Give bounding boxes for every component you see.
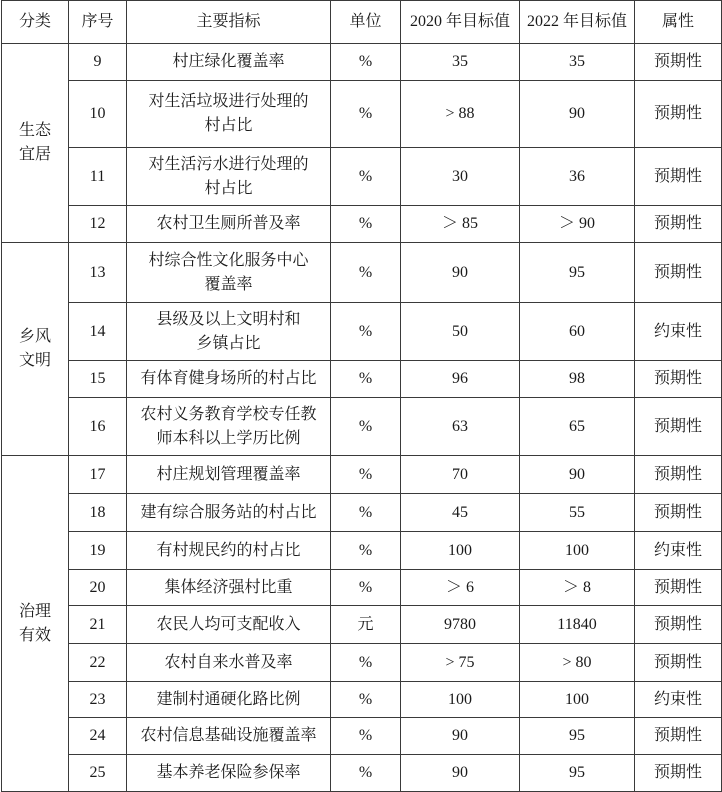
row-indicator: 农村义务教育学校专任教 师本科以上学历比例 (127, 398, 331, 456)
row-target-2020: 30 (401, 148, 520, 206)
row-target-2022: 90 (520, 456, 635, 494)
header-unit: 单位 (331, 1, 401, 44)
table-row (2, 456, 722, 494)
row-index: 14 (69, 303, 127, 361)
row-unit: % (331, 243, 401, 303)
row-unit: % (331, 206, 401, 243)
row-attribute: 约束性 (635, 532, 722, 570)
row-attribute: 预期性 (635, 494, 722, 532)
row-target-2022: ＞ 8 (520, 570, 635, 606)
category-governance: 治理 有效 (2, 456, 69, 792)
table-row (2, 682, 722, 718)
row-attribute: 预期性 (635, 361, 722, 398)
row-target-2022: 100 (520, 532, 635, 570)
row-target-2020: 90 (401, 718, 520, 755)
row-index: 20 (69, 570, 127, 606)
header-target-2022: 2022 年目标值 (520, 1, 635, 44)
row-indicator: 农村信息基础设施覆盖率 (127, 718, 331, 755)
row-indicator: 农村自来水普及率 (127, 644, 331, 682)
row-target-2020: 70 (401, 456, 520, 494)
row-attribute: 预期性 (635, 644, 722, 682)
row-unit: % (331, 494, 401, 532)
row-target-2020: > 88 (401, 81, 520, 148)
row-index: 19 (69, 532, 127, 570)
row-target-2020: 45 (401, 494, 520, 532)
row-index: 25 (69, 755, 127, 792)
header-attribute: 属性 (635, 1, 722, 44)
category-culture: 乡风 文明 (2, 243, 69, 456)
row-unit: % (331, 81, 401, 148)
row-target-2020: 90 (401, 243, 520, 303)
table-row (2, 755, 722, 792)
row-index: 13 (69, 243, 127, 303)
row-attribute: 预期性 (635, 398, 722, 456)
row-attribute: 预期性 (635, 456, 722, 494)
row-indicator: 建制村通硬化路比例 (127, 682, 331, 718)
row-indicator: 建有综合服务站的村占比 (127, 494, 331, 532)
header-row (2, 1, 722, 44)
table-row (2, 206, 722, 243)
row-index: 9 (69, 44, 127, 81)
row-target-2022: 65 (520, 398, 635, 456)
row-target-2022: 36 (520, 148, 635, 206)
table-row (2, 81, 722, 148)
row-index: 12 (69, 206, 127, 243)
row-target-2022: > 80 (520, 644, 635, 682)
row-unit: % (331, 718, 401, 755)
row-index: 18 (69, 494, 127, 532)
row-unit: % (331, 398, 401, 456)
row-target-2020: 100 (401, 532, 520, 570)
row-target-2022: 100 (520, 682, 635, 718)
table-row (2, 44, 722, 81)
row-indicator: 基本养老保险参保率 (127, 755, 331, 792)
table-row (2, 644, 722, 682)
row-index: 10 (69, 81, 127, 148)
row-index: 11 (69, 148, 127, 206)
row-unit: % (331, 148, 401, 206)
row-indicator: 县级及以上文明村和 乡镇占比 (127, 303, 331, 361)
row-target-2020: 35 (401, 44, 520, 81)
row-target-2022: 95 (520, 243, 635, 303)
row-indicator: 对生活垃圾进行处理的 村占比 (127, 81, 331, 148)
row-attribute: 预期性 (635, 606, 722, 644)
row-index: 21 (69, 606, 127, 644)
row-target-2022: 55 (520, 494, 635, 532)
header-indicator: 主要指标 (127, 1, 331, 44)
row-attribute: 预期性 (635, 81, 722, 148)
row-index: 24 (69, 718, 127, 755)
row-attribute: 约束性 (635, 682, 722, 718)
row-index: 15 (69, 361, 127, 398)
table-row (2, 361, 722, 398)
row-target-2020: > 75 (401, 644, 520, 682)
row-indicator: 村庄绿化覆盖率 (127, 44, 331, 81)
row-target-2020: 63 (401, 398, 520, 456)
row-indicator: 集体经济强村比重 (127, 570, 331, 606)
row-target-2022: 95 (520, 718, 635, 755)
row-target-2022: 11840 (520, 606, 635, 644)
table-row (2, 398, 722, 456)
table-row (2, 148, 722, 206)
row-unit: % (331, 644, 401, 682)
row-indicator: 有村规民约的村占比 (127, 532, 331, 570)
row-indicator: 农民人均可支配收入 (127, 606, 331, 644)
row-unit: % (331, 570, 401, 606)
row-target-2020: 50 (401, 303, 520, 361)
row-attribute: 预期性 (635, 148, 722, 206)
table-row (2, 494, 722, 532)
row-target-2020: 100 (401, 682, 520, 718)
table-row (2, 570, 722, 606)
table-row (2, 243, 722, 303)
category-eco: 生态 宜居 (2, 44, 69, 243)
row-unit: % (331, 361, 401, 398)
row-target-2022: 98 (520, 361, 635, 398)
row-unit: % (331, 682, 401, 718)
row-index: 22 (69, 644, 127, 682)
header-index: 序号 (69, 1, 127, 44)
row-unit: % (331, 755, 401, 792)
table-row (2, 532, 722, 570)
row-attribute: 预期性 (635, 206, 722, 243)
header-target-2020: 2020 年目标值 (401, 1, 520, 44)
row-target-2022: 35 (520, 44, 635, 81)
row-index: 23 (69, 682, 127, 718)
row-unit: % (331, 44, 401, 81)
row-indicator: 农村卫生厕所普及率 (127, 206, 331, 243)
row-index: 17 (69, 456, 127, 494)
row-attribute: 预期性 (635, 570, 722, 606)
row-indicator: 村庄规划管理覆盖率 (127, 456, 331, 494)
row-target-2020: ＞ 6 (401, 570, 520, 606)
indicator-table (1, 0, 722, 792)
row-target-2022: 90 (520, 81, 635, 148)
header-category: 分类 (2, 1, 69, 44)
table-row (2, 303, 722, 361)
row-index: 16 (69, 398, 127, 456)
row-unit: % (331, 532, 401, 570)
row-target-2020: 9780 (401, 606, 520, 644)
row-target-2022: ＞ 90 (520, 206, 635, 243)
row-target-2020: ＞ 85 (401, 206, 520, 243)
row-unit: % (331, 303, 401, 361)
row-indicator: 有体育健身场所的村占比 (127, 361, 331, 398)
row-attribute: 预期性 (635, 44, 722, 81)
row-target-2022: 60 (520, 303, 635, 361)
row-attribute: 约束性 (635, 303, 722, 361)
table-row (2, 718, 722, 755)
row-unit: % (331, 456, 401, 494)
table-row (2, 606, 722, 644)
row-target-2020: 90 (401, 755, 520, 792)
row-unit: 元 (331, 606, 401, 644)
row-attribute: 预期性 (635, 243, 722, 303)
row-indicator: 村综合性文化服务中心 覆盖率 (127, 243, 331, 303)
row-attribute: 预期性 (635, 718, 722, 755)
row-target-2020: 96 (401, 361, 520, 398)
row-target-2022: 95 (520, 755, 635, 792)
row-indicator: 对生活污水进行处理的 村占比 (127, 148, 331, 206)
row-attribute: 预期性 (635, 755, 722, 792)
